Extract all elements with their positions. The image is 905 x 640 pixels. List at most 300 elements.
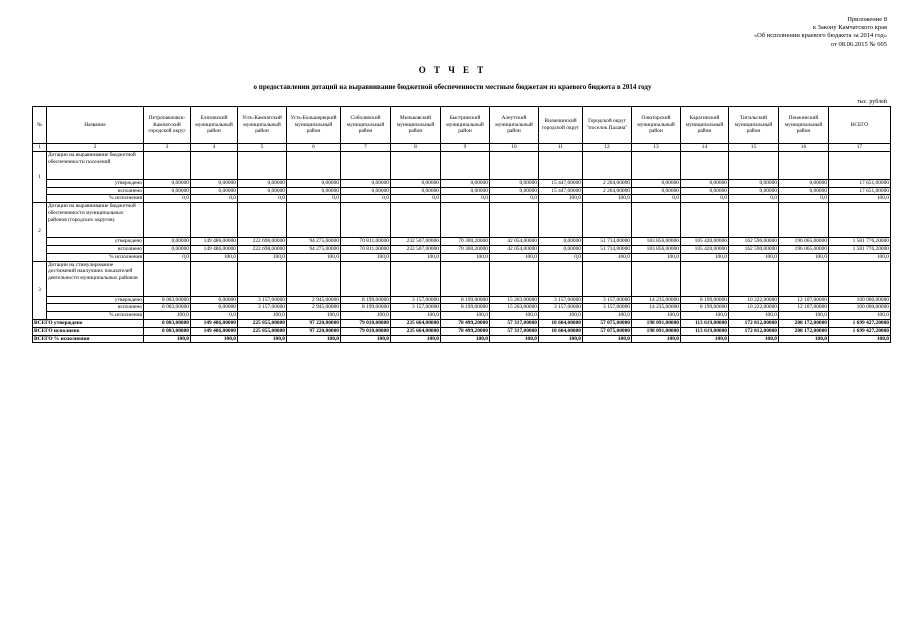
column-number: 8 (391, 144, 441, 152)
column-number: 3 (144, 144, 191, 152)
row-label: % исполнения (47, 195, 144, 203)
value-cell: 2 204,00000 (583, 179, 632, 187)
empty-cell (238, 261, 287, 296)
empty-cell (729, 151, 779, 179)
total-value: 172 812,00000 (729, 327, 779, 335)
total-value: 18 604,00000 (539, 319, 583, 327)
section-index: 1 (33, 151, 47, 202)
value-cell: 3 157,00000 (539, 296, 583, 304)
value-cell: 196 065,00000 (779, 238, 829, 246)
table-row (33, 187, 891, 195)
annex-line-3: «Об исполнении краевого бюджета за 2014 год» (753, 32, 887, 40)
empty-cell (829, 203, 891, 238)
empty-cell (779, 151, 829, 179)
column-header: Елизовский муниципальный район (191, 107, 238, 144)
total-value: 8 003,00000 (144, 327, 191, 335)
table-row (33, 195, 891, 203)
table-row (33, 304, 891, 312)
empty-cell (490, 151, 539, 179)
value-cell: 0,0 (144, 253, 191, 261)
empty-cell (829, 151, 891, 179)
value-cell: 183 856,00000 (632, 238, 681, 246)
value-cell: 0,00000 (729, 179, 779, 187)
value-cell: 8 003,00000 (144, 304, 191, 312)
total-value: 57 075,00000 (583, 327, 632, 335)
total-value: 149 486,00000 (191, 327, 238, 335)
column-header: Усть-Камчатский муниципальный район (238, 107, 287, 144)
value-cell: 0,00000 (191, 187, 238, 195)
value-cell: 0,0 (191, 312, 238, 320)
column-header: Карагинский муниципальный район (681, 107, 729, 144)
empty-cell (681, 261, 729, 296)
value-cell: 12 107,00000 (779, 304, 829, 312)
empty-cell (441, 151, 490, 179)
section-description: Дотации на выравнивание бюджетной обеспеченности муниципальных районов (городских округов) (47, 203, 144, 238)
section-index: 2 (33, 203, 47, 261)
total-value: 225 855,00000 (238, 327, 287, 335)
value-cell: 100,0 (287, 312, 341, 320)
value-cell: 17 651,00000 (829, 179, 891, 187)
value-cell: 100 000,00000 (829, 304, 891, 312)
row-label: % исполнения (47, 312, 144, 320)
annex-line-4: от 08.06.2015 № 605 (830, 40, 887, 48)
section-description: Дотации на стимулирование достижений наилучших показателей деятельности муниципальных районов (47, 261, 144, 296)
value-cell: 0,00000 (681, 179, 729, 187)
empty-cell (583, 261, 632, 296)
total-value: 100,0 (391, 335, 441, 343)
column-header: ВСЕГО (829, 107, 891, 144)
value-cell: 0,0 (287, 195, 341, 203)
value-cell: 105 420,00000 (681, 245, 729, 253)
total-value: 235 664,00000 (391, 327, 441, 335)
value-cell: 162 590,00000 (729, 245, 779, 253)
value-cell: 70 811,00000 (341, 238, 391, 246)
value-cell: 8 199,00000 (341, 296, 391, 304)
empty-cell (539, 151, 583, 179)
total-value: 100,0 (829, 335, 891, 343)
total-value: 8 003,00000 (144, 319, 191, 327)
column-number: 4 (191, 144, 238, 152)
total-value: 198 091,00000 (632, 319, 681, 327)
value-cell: 0,00000 (779, 179, 829, 187)
value-cell: 0,0 (490, 195, 539, 203)
value-cell: 0,0 (144, 195, 191, 203)
value-cell: 0,00000 (341, 179, 391, 187)
total-value: 100,0 (191, 335, 238, 343)
section-description: Дотации на выравнивание бюджетной обеспеченности поселений (47, 151, 144, 179)
total-value: 100,0 (341, 335, 391, 343)
value-cell: 0,00000 (144, 245, 191, 253)
empty-cell (729, 261, 779, 296)
value-cell: 196 065,00000 (779, 245, 829, 253)
value-cell: 0,0 (238, 195, 287, 203)
units-label: тыс. рублей (857, 99, 887, 105)
value-cell: 100,0 (829, 195, 891, 203)
row-label: исполнено (47, 245, 144, 253)
value-cell: 0,00000 (144, 187, 191, 195)
value-cell: 0,00000 (191, 304, 238, 312)
value-cell: 100,0 (829, 253, 891, 261)
value-cell: 222 698,00000 (238, 238, 287, 246)
value-cell: 8 199,00000 (441, 304, 490, 312)
value-cell: 1 581 776,20000 (829, 238, 891, 246)
total-value: 100,0 (779, 335, 829, 343)
total-value: 1 699 427,20000 (829, 319, 891, 327)
empty-cell (779, 261, 829, 296)
total-value: 172 812,00000 (729, 319, 779, 327)
value-cell: 183 856,00000 (632, 245, 681, 253)
empty-cell (539, 261, 583, 296)
section-row (33, 151, 891, 179)
section-index: 3 (33, 261, 47, 319)
total-row (33, 319, 891, 327)
table-row (33, 296, 891, 304)
column-number: 1 (33, 144, 47, 152)
header-row (33, 107, 891, 144)
total-value: 57 317,00000 (490, 319, 539, 327)
column-number: 6 (287, 144, 341, 152)
value-cell: 100,0 (583, 195, 632, 203)
column-header: Вилючинский городской округ (539, 107, 583, 144)
column-number: 16 (779, 144, 829, 152)
column-header: Соболевский муниципальный район (341, 107, 391, 144)
value-cell: 0,0 (341, 195, 391, 203)
column-header: Усть-Большерецкий муниципальный район (287, 107, 341, 144)
value-cell: 105 420,00000 (681, 238, 729, 246)
value-cell: 12 107,00000 (779, 296, 829, 304)
empty-cell (391, 151, 441, 179)
value-cell: 3 157,00000 (238, 296, 287, 304)
total-value: 79 010,00000 (341, 327, 391, 335)
value-cell: 3 157,00000 (391, 296, 441, 304)
empty-cell (238, 203, 287, 238)
value-cell: 100,0 (583, 312, 632, 320)
total-value: 100,0 (681, 335, 729, 343)
report-title: О Т Ч Е Т (418, 65, 487, 75)
total-value: 235 664,00000 (391, 319, 441, 327)
total-label: ВСЕГО % исполнения (33, 335, 144, 343)
column-header: Быстринский муниципальный район (441, 107, 490, 144)
table-row (33, 245, 891, 253)
column-number-row (33, 144, 891, 152)
empty-cell (287, 151, 341, 179)
empty-cell (583, 203, 632, 238)
value-cell: 149 486,00000 (191, 245, 238, 253)
empty-cell (632, 261, 681, 296)
value-cell: 14 235,00000 (632, 296, 681, 304)
value-cell: 0,0 (779, 195, 829, 203)
total-value: 100,0 (238, 335, 287, 343)
value-cell: 15 447,00000 (539, 179, 583, 187)
value-cell: 10 222,00000 (729, 296, 779, 304)
value-cell: 8 199,00000 (441, 296, 490, 304)
empty-cell (191, 151, 238, 179)
total-value: 100,0 (539, 335, 583, 343)
empty-cell (539, 203, 583, 238)
value-cell: 162 590,00000 (729, 238, 779, 246)
total-value: 100,0 (583, 335, 632, 343)
value-cell: 17 651,00000 (829, 187, 891, 195)
value-cell: 0,00000 (238, 179, 287, 187)
value-cell: 0,00000 (779, 187, 829, 195)
report-subtitle: о предоставлении дотаций на выравнивание бюджетной обеспеченности местным бюджетам из краевого бюджета в 2014 году (253, 83, 652, 91)
row-label: утверждено (47, 179, 144, 187)
value-cell: 0,00000 (490, 187, 539, 195)
annex-line-1: Приложение 8 (847, 16, 887, 23)
value-cell: 100,0 (144, 312, 191, 320)
value-cell: 100,0 (238, 253, 287, 261)
value-cell: 10 222,00000 (729, 304, 779, 312)
value-cell: 14 235,00000 (632, 304, 681, 312)
empty-cell (779, 203, 829, 238)
value-cell: 8 199,00000 (681, 296, 729, 304)
column-number: 12 (583, 144, 632, 152)
empty-cell (191, 203, 238, 238)
value-cell: 0,0 (632, 195, 681, 203)
total-value: 113 619,00000 (681, 319, 729, 327)
table-row (33, 253, 891, 261)
total-value: 100,0 (632, 335, 681, 343)
column-header: Мильковский муниципальный район (391, 107, 441, 144)
total-value: 97 220,00000 (287, 319, 341, 327)
total-value: 100,0 (441, 335, 490, 343)
value-cell: 70 811,00000 (341, 245, 391, 253)
value-cell: 100,0 (341, 312, 391, 320)
value-cell: 3 157,00000 (583, 296, 632, 304)
value-cell: 2 945,00000 (287, 296, 341, 304)
column-header: Тигильский муниципальный район (729, 107, 779, 144)
value-cell: 2 945,00000 (287, 304, 341, 312)
section-row (33, 261, 891, 296)
column-number: 5 (238, 144, 287, 152)
value-cell: 0,00000 (681, 187, 729, 195)
value-cell: 232 507,00000 (391, 238, 441, 246)
empty-cell (583, 151, 632, 179)
column-header: Название (47, 107, 144, 144)
total-value: 79 010,00000 (341, 319, 391, 327)
total-value: 225 855,00000 (238, 319, 287, 327)
value-cell: 100,0 (490, 312, 539, 320)
value-cell: 0,00000 (539, 245, 583, 253)
value-cell: 100,0 (238, 312, 287, 320)
value-cell: 42 054,00000 (490, 238, 539, 246)
value-cell: 8 003,00000 (144, 296, 191, 304)
value-cell: 94 275,00000 (287, 245, 341, 253)
value-cell: 100,0 (539, 312, 583, 320)
empty-cell (441, 261, 490, 296)
value-cell: 0,00000 (144, 179, 191, 187)
empty-cell (144, 151, 191, 179)
empty-cell (238, 151, 287, 179)
column-header: Городской округ "поселок Палана" (583, 107, 632, 144)
total-value: 100,0 (144, 335, 191, 343)
total-value: 18 604,00000 (539, 327, 583, 335)
column-number: 9 (441, 144, 490, 152)
value-cell: 0,00000 (287, 179, 341, 187)
column-number: 11 (539, 144, 583, 152)
value-cell: 0,0 (391, 195, 441, 203)
value-cell: 3 157,00000 (391, 304, 441, 312)
total-label: ВСЕГО исполнено (33, 327, 144, 335)
row-label: исполнено (47, 187, 144, 195)
value-cell: 0,00000 (191, 179, 238, 187)
value-cell: 0,00000 (729, 187, 779, 195)
value-cell: 232 507,00000 (391, 245, 441, 253)
total-value: 57 317,00000 (490, 327, 539, 335)
empty-cell (341, 261, 391, 296)
value-cell: 100,0 (341, 253, 391, 261)
value-cell: 100,0 (729, 312, 779, 320)
empty-cell (144, 203, 191, 238)
value-cell: 51 714,00000 (583, 238, 632, 246)
value-cell: 100,0 (539, 195, 583, 203)
value-cell: 0,0 (539, 253, 583, 261)
value-cell: 100,0 (191, 253, 238, 261)
value-cell: 149 486,00000 (191, 238, 238, 246)
total-value: 100,0 (729, 335, 779, 343)
value-cell: 3 157,00000 (238, 304, 287, 312)
empty-cell (341, 151, 391, 179)
total-value: 100,0 (287, 335, 341, 343)
empty-cell (391, 261, 441, 296)
value-cell: 100,0 (779, 253, 829, 261)
report-table (32, 106, 891, 343)
value-cell: 100,0 (583, 253, 632, 261)
value-cell: 0,00000 (632, 187, 681, 195)
value-cell: 100,0 (829, 312, 891, 320)
value-cell: 100,0 (779, 312, 829, 320)
total-value: 78 499,20000 (441, 327, 490, 335)
total-value: 198 091,00000 (632, 327, 681, 335)
row-label: утверждено (47, 296, 144, 304)
annex-block (754, 16, 887, 49)
empty-cell (632, 151, 681, 179)
value-cell: 222 698,00000 (238, 245, 287, 253)
value-cell: 2 204,00000 (583, 187, 632, 195)
empty-cell (287, 261, 341, 296)
value-cell: 51 714,00000 (583, 245, 632, 253)
value-cell: 0,00000 (191, 296, 238, 304)
value-cell: 15 263,00000 (490, 296, 539, 304)
total-row (33, 327, 891, 335)
value-cell: 3 157,00000 (583, 304, 632, 312)
empty-cell (729, 203, 779, 238)
value-cell: 0,0 (681, 195, 729, 203)
value-cell: 15 447,00000 (539, 187, 583, 195)
section-row (33, 203, 891, 238)
value-cell: 70 300,20000 (441, 245, 490, 253)
empty-cell (490, 203, 539, 238)
column-number: 7 (341, 144, 391, 152)
value-cell: 100,0 (681, 253, 729, 261)
value-cell: 8 199,00000 (341, 304, 391, 312)
value-cell: 70 300,20000 (441, 238, 490, 246)
annex-line-2: к Закону Камчатского края (812, 24, 887, 32)
empty-cell (441, 203, 490, 238)
value-cell: 15 263,00000 (490, 304, 539, 312)
table-row (33, 179, 891, 187)
empty-cell (191, 261, 238, 296)
value-cell: 100,0 (632, 253, 681, 261)
empty-cell (391, 203, 441, 238)
value-cell: 0,00000 (144, 238, 191, 246)
value-cell: 94 275,00000 (287, 238, 341, 246)
value-cell: 1 581 776,20000 (829, 245, 891, 253)
empty-cell (341, 203, 391, 238)
value-cell: 0,00000 (391, 187, 441, 195)
total-value: 149 486,00000 (191, 319, 238, 327)
column-header: Алеутский муниципальный район (490, 107, 539, 144)
value-cell: 100,0 (632, 312, 681, 320)
value-cell: 0,00000 (441, 179, 490, 187)
value-cell: 100,0 (490, 253, 539, 261)
total-label: ВСЕГО утверждено (33, 319, 144, 327)
empty-cell (490, 261, 539, 296)
value-cell: 0,00000 (238, 187, 287, 195)
value-cell: 100,0 (681, 312, 729, 320)
value-cell: 100,0 (391, 253, 441, 261)
empty-cell (287, 203, 341, 238)
value-cell: 0,00000 (287, 187, 341, 195)
total-value: 208 172,00000 (779, 319, 829, 327)
empty-cell (632, 203, 681, 238)
value-cell: 42 054,00000 (490, 245, 539, 253)
table-row (33, 312, 891, 320)
total-value: 208 172,00000 (779, 327, 829, 335)
empty-cell (681, 151, 729, 179)
total-row (33, 335, 891, 343)
column-header: Петропавловск-Камчатский городской округ (144, 107, 191, 144)
value-cell: 100,0 (729, 253, 779, 261)
value-cell: 0,00000 (341, 187, 391, 195)
column-number: 14 (681, 144, 729, 152)
total-value: 57 075,00000 (583, 319, 632, 327)
total-value: 113 619,00000 (681, 327, 729, 335)
empty-cell (829, 261, 891, 296)
value-cell: 0,0 (441, 195, 490, 203)
column-header: Олюторский муниципальный район (632, 107, 681, 144)
value-cell: 3 157,00000 (539, 304, 583, 312)
empty-cell (681, 203, 729, 238)
value-cell: 0,00000 (539, 238, 583, 246)
value-cell: 0,0 (191, 195, 238, 203)
total-value: 1 699 427,20000 (829, 327, 891, 335)
value-cell: 0,00000 (391, 179, 441, 187)
value-cell: 100,0 (441, 253, 490, 261)
total-value: 78 499,20000 (441, 319, 490, 327)
total-value: 100,0 (490, 335, 539, 343)
empty-cell (144, 261, 191, 296)
column-number: 13 (632, 144, 681, 152)
value-cell: 0,00000 (632, 179, 681, 187)
value-cell: 8 199,00000 (681, 304, 729, 312)
value-cell: 100 000,00000 (829, 296, 891, 304)
table-row (33, 238, 891, 246)
value-cell: 0,0 (729, 195, 779, 203)
row-label: утверждено (47, 238, 144, 246)
column-header: Пенжинский муниципальный район (779, 107, 829, 144)
column-header: № (33, 107, 47, 144)
row-label: исполнено (47, 304, 144, 312)
value-cell: 100,0 (441, 312, 490, 320)
value-cell: 100,0 (391, 312, 441, 320)
column-number: 15 (729, 144, 779, 152)
column-number: 17 (829, 144, 891, 152)
value-cell: 0,00000 (441, 187, 490, 195)
total-value: 97 220,00000 (287, 327, 341, 335)
column-number: 10 (490, 144, 539, 152)
value-cell: 100,0 (287, 253, 341, 261)
